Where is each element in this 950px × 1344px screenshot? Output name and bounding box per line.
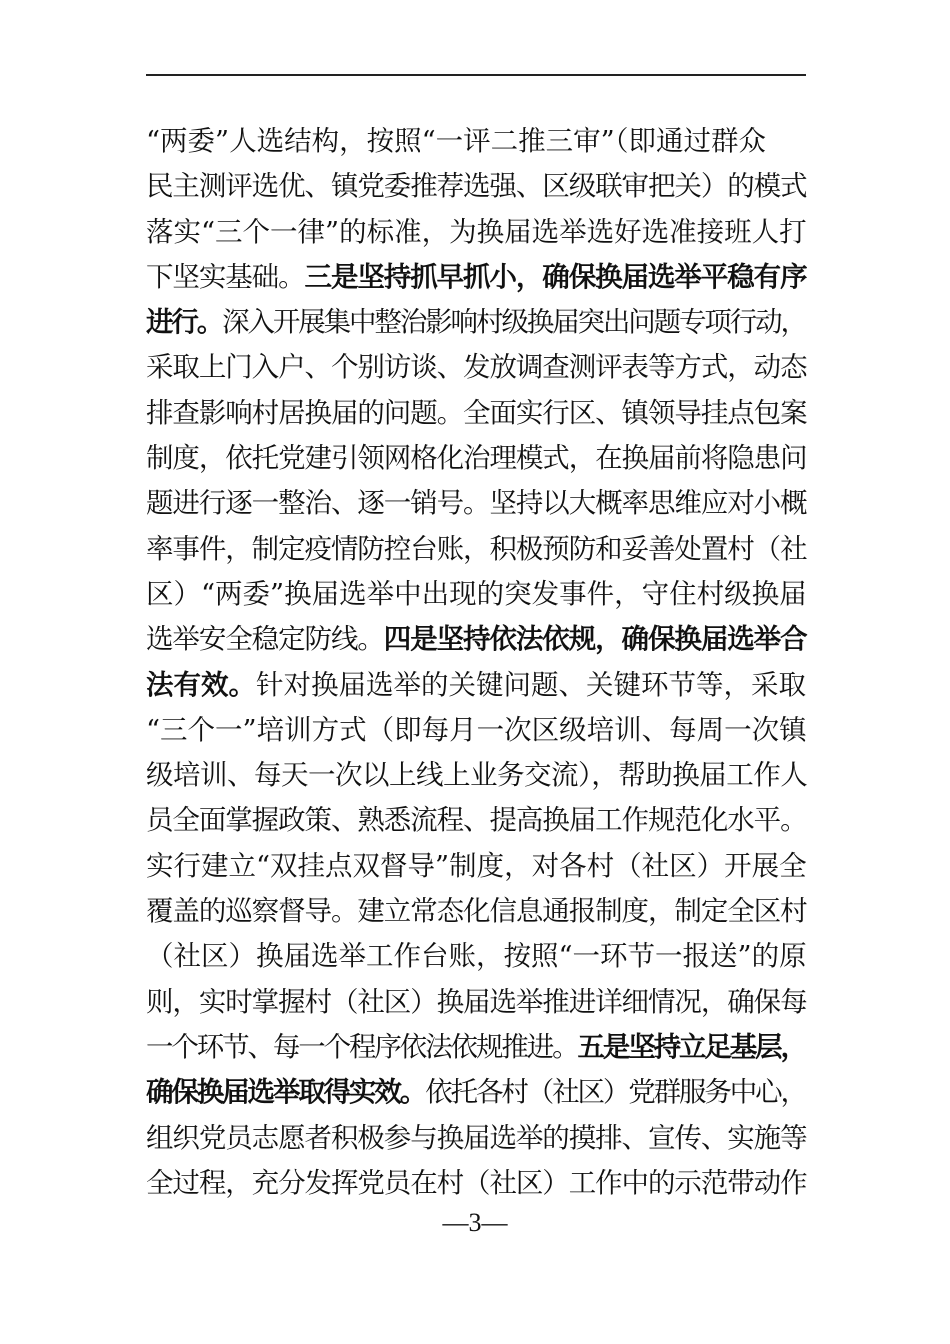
bold-text-run: 五是坚持立足基层， [577, 1030, 806, 1063]
text-run: 下坚实基础。 [146, 260, 305, 293]
text-run: 区）“两委”换届选举中出现的突发事件，守住村级换届 [146, 577, 807, 610]
text-run: 级培训、每天一次以上线上业务交流），帮助换届工作人 [146, 759, 808, 792]
text-run: 员全面掌握政策、熟悉流程、提高换届工作规范化水平。 [146, 804, 807, 837]
text-run: 覆盖的巡察督导。建立常态化信息通报制度，制定全区村 [146, 895, 807, 928]
text-run: “两委”人选结构，按照“一评二推三审”（即通过群众 [146, 125, 766, 157]
text-run: 组织党员志愿者积极参与换届选举的摸排、宣传、实施等 [146, 1121, 807, 1154]
text-line [146, 934, 808, 979]
text-run: 针对换届选举的关键问题、关键环节等，采取 [256, 668, 806, 701]
text-run: 依托各村（社区）党群服务中心， [425, 1076, 806, 1109]
text-line [146, 1161, 808, 1206]
text-line [146, 844, 808, 889]
bold-text-run: 三是坚持抓早抓小，确保换届选举平稳有序 [304, 260, 807, 293]
text-run: 题进行逐一整治、逐一销号。坚持以大概率思维应对小概 [146, 487, 807, 520]
text-line [146, 436, 808, 481]
bold-text-run: 法有效。 [146, 668, 256, 701]
text-line [146, 617, 808, 662]
text-line [146, 708, 808, 753]
body-text [146, 119, 808, 1206]
text-line [146, 255, 808, 300]
text-run: 率事件，制定疫情防控台账，积极预防和妥善处置村（社 [146, 532, 807, 565]
text-run: 落实“三个一律”的标准，为换届选举选好选准接班人打 [146, 215, 807, 248]
bold-text-run: 四是坚持依法依规，确保换届选举合 [383, 623, 807, 656]
text-run: 民主测评选优、镇党委推荐选强、区级联审把关）的模式 [146, 170, 807, 203]
text-line [146, 663, 808, 708]
text-line [146, 300, 808, 345]
text-run: 制度，依托党建引领网格化治理模式，在换届前将隐患问 [146, 442, 807, 475]
text-line [146, 572, 808, 617]
text-line [146, 481, 808, 526]
text-line [146, 527, 808, 572]
text-line [146, 1116, 808, 1161]
text-line [146, 889, 808, 934]
text-line [146, 980, 808, 1025]
text-run: 实行建立“双挂点双督导”制度，对各村（社区）开展全 [146, 849, 807, 882]
text-line [146, 1070, 808, 1115]
page-number: —3— [442, 1208, 508, 1237]
text-line [146, 391, 808, 436]
text-line [146, 1025, 808, 1070]
text-run: “三个一”培训方式（即每月一次区级培训、每周一次镇 [146, 713, 807, 746]
text-run: （社区）换届选举工作台账，按照“一环节一报送”的原 [146, 940, 807, 973]
text-line [146, 210, 808, 255]
bold-text-run: 进行。 [146, 306, 223, 339]
header-rule [146, 74, 806, 76]
text-run: 一个环节、每一个程序依法依规推进。 [146, 1030, 578, 1063]
text-line [146, 798, 808, 843]
text-line [146, 345, 808, 390]
text-line [146, 119, 808, 164]
text-run: 深入开展集中整治影响村级换届突出问题专项行动， [222, 306, 806, 339]
text-run: 全过程，充分发挥党员在村（社区）工作中的示范带动作 [146, 1166, 807, 1199]
text-line [146, 753, 808, 798]
text-run: 采取上门入户、个别访谈、发放调查测评表等方式，动态 [146, 351, 807, 384]
text-run: 排查影响村居换届的问题。全面实行区、镇领导挂点包案 [146, 396, 807, 429]
text-line [146, 164, 808, 209]
text-run: 选举安全稳定防线。 [146, 623, 384, 656]
bold-text-run: 确保换届选举取得实效。 [146, 1076, 426, 1109]
text-run: 则，实时掌握村（社区）换届选举推进详细情况，确保每 [146, 985, 807, 1018]
